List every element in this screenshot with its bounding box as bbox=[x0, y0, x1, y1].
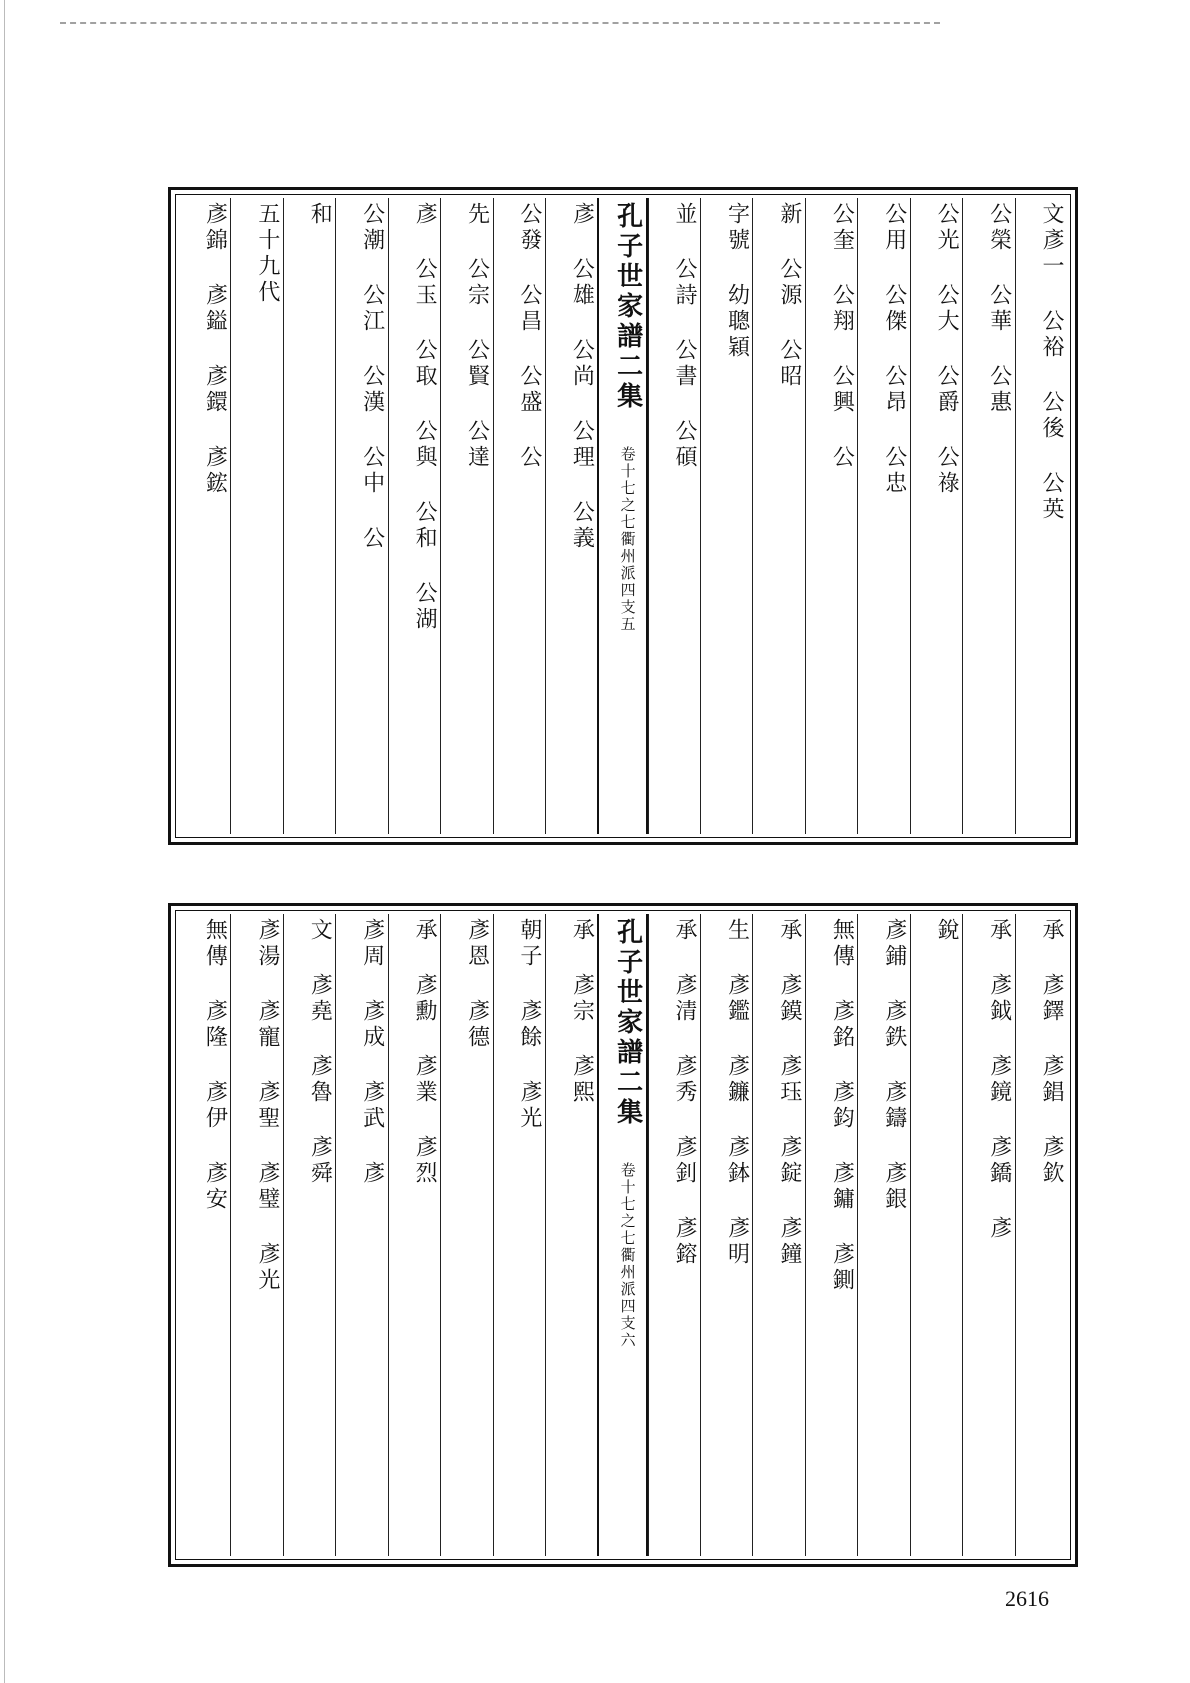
scan-edge bbox=[4, 0, 5, 1683]
text-column: 朝子 彥餘 彥光 bbox=[493, 914, 545, 1556]
center-title-column bbox=[597, 914, 647, 1556]
text-column: 字號 幼聰穎 bbox=[700, 198, 752, 834]
text-column: 彥湯 彥寵 彥聖 彥璧 彥光 bbox=[230, 914, 282, 1556]
text-column: 彥 公雄 公尚 公理 公義 bbox=[545, 198, 597, 834]
branch-label: 衢州派 bbox=[618, 531, 637, 582]
text-column: 彥錦 彥鎰 彥鐶 彥鋐 bbox=[202, 202, 228, 497]
generation-heading: 五十九代 bbox=[230, 198, 282, 834]
text-column: 彥周 彥成 彥武 彥 bbox=[335, 914, 387, 1556]
text-column: 公榮 公華 公惠 bbox=[962, 198, 1014, 834]
text-column: 承 彥勳 彥業 彥烈 bbox=[388, 914, 440, 1556]
sub-branch-label: 四支 bbox=[618, 1298, 637, 1332]
volume-label: 卷十七之七 bbox=[618, 1162, 637, 1247]
page-number: 2616 bbox=[1005, 1586, 1049, 1611]
text-column: 彥鋪 彥鉄 彥鑄 彥銀 bbox=[857, 914, 909, 1556]
text-column: 公潮 公江 公漢 公中 公 bbox=[335, 198, 387, 834]
folio-number: 六 bbox=[618, 1332, 637, 1349]
text-column: 彥 公玉 公取 公與 公和 公湖 bbox=[388, 198, 440, 834]
volume-label: 卷十七之七 bbox=[618, 446, 637, 531]
scan-top-marks bbox=[60, 8, 940, 24]
text-column: 無傳 彥隆 彥伊 彥安 bbox=[202, 918, 228, 1213]
text-column: 彥恩 彥德 bbox=[440, 914, 492, 1556]
collection-label: 二集 bbox=[612, 352, 643, 412]
text-column: 和 bbox=[283, 198, 335, 834]
collection-label: 二集 bbox=[612, 1068, 643, 1128]
book-title: 孔子世家譜 bbox=[612, 202, 643, 352]
text-column: 承 彥鉞 彥鏡 彥鐈 彥 bbox=[962, 914, 1014, 1556]
text-column: 承 彥鏌 彥珏 彥錠 彥鐘 bbox=[752, 914, 804, 1556]
text-column: 銳 bbox=[910, 914, 962, 1556]
branch-label: 衢州派 bbox=[618, 1247, 637, 1298]
center-title-column bbox=[597, 198, 647, 834]
text-column: 先 公宗 公賢 公達 bbox=[440, 198, 492, 834]
text-column: 公用 公傑 公昂 公忠 bbox=[857, 198, 909, 834]
text-column: 承 彥清 彥秀 彥釗 彥鎔 bbox=[648, 914, 700, 1556]
text-column: 公發 公昌 公盛 公 bbox=[493, 198, 545, 834]
text-column: 無傳 彥銘 彥鈞 彥鏞 彥鍘 bbox=[805, 914, 857, 1556]
column-grid bbox=[179, 198, 1067, 834]
genealogy-page-top bbox=[168, 187, 1078, 845]
sub-branch-label: 四支 bbox=[618, 582, 637, 616]
text-column: 公光 公大 公爵 公祿 bbox=[910, 198, 962, 834]
folio-number: 五 bbox=[618, 616, 637, 633]
text-column: 承 彥宗 彥熙 bbox=[545, 914, 597, 1556]
text-column: 文彥一 公裕 公後 公英 bbox=[1015, 198, 1067, 834]
genealogy-page-bottom bbox=[168, 903, 1078, 1567]
text-column: 文 彥堯 彥魯 彥舜 bbox=[283, 914, 335, 1556]
text-column: 生 彥鑑 彥鐮 彥鉢 彥明 bbox=[700, 914, 752, 1556]
book-title: 孔子世家譜 bbox=[612, 918, 643, 1068]
text-column: 並 公詩 公書 公碩 bbox=[648, 198, 700, 834]
column-grid bbox=[179, 914, 1067, 1556]
text-column: 承 彥鐸 彥錩 彥欽 bbox=[1015, 914, 1067, 1556]
text-column: 公奎 公翔 公興 公 bbox=[805, 198, 857, 834]
text-column: 新 公源 公昭 bbox=[752, 198, 804, 834]
